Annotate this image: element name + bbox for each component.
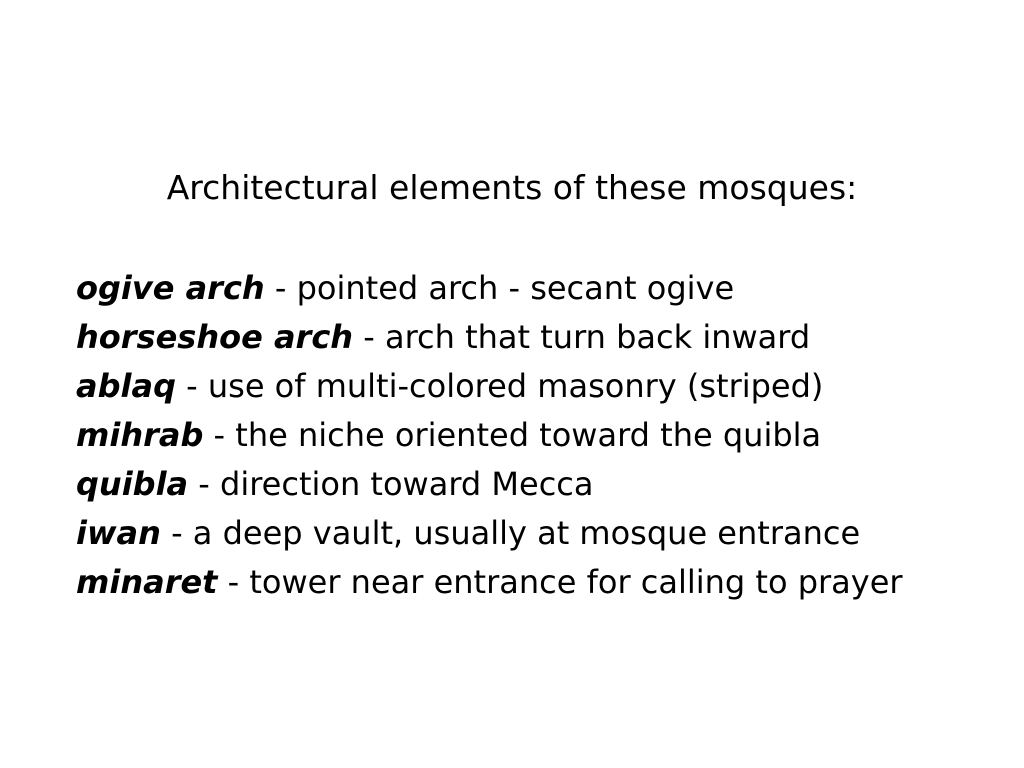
term: iwan (76, 514, 161, 552)
term-entry-horseshoe-arch (76, 313, 1016, 362)
term-entry-quibla (76, 460, 1016, 509)
definition: - pointed arch - secant ogive (264, 269, 735, 307)
slide-title: Architectural elements of these mosques: (166, 168, 858, 207)
definition: - tower near entrance for calling to prayer (217, 563, 903, 601)
term: mihrab (76, 416, 204, 454)
term: ablaq (76, 367, 176, 405)
definition: - arch that turn back inward (353, 318, 811, 356)
term-list (76, 264, 1016, 607)
definition: - the niche oriented toward the quibla (203, 416, 822, 454)
definition: - use of multi-colored masonry (striped) (175, 367, 824, 405)
term-entry-minaret (76, 558, 1016, 607)
term: quibla (76, 465, 189, 503)
term: minaret (76, 563, 218, 601)
definition: - a deep vault, usually at mosque entrance (160, 514, 861, 552)
definition: - direction toward Mecca (188, 465, 594, 503)
term-entry-iwan (76, 509, 1016, 558)
term: horseshoe arch (76, 318, 354, 356)
term-entry-mihrab (76, 411, 1016, 460)
term-entry-ablaq (76, 362, 1016, 411)
term-entry-ogive-arch (76, 264, 1016, 313)
term: ogive arch (76, 269, 265, 307)
